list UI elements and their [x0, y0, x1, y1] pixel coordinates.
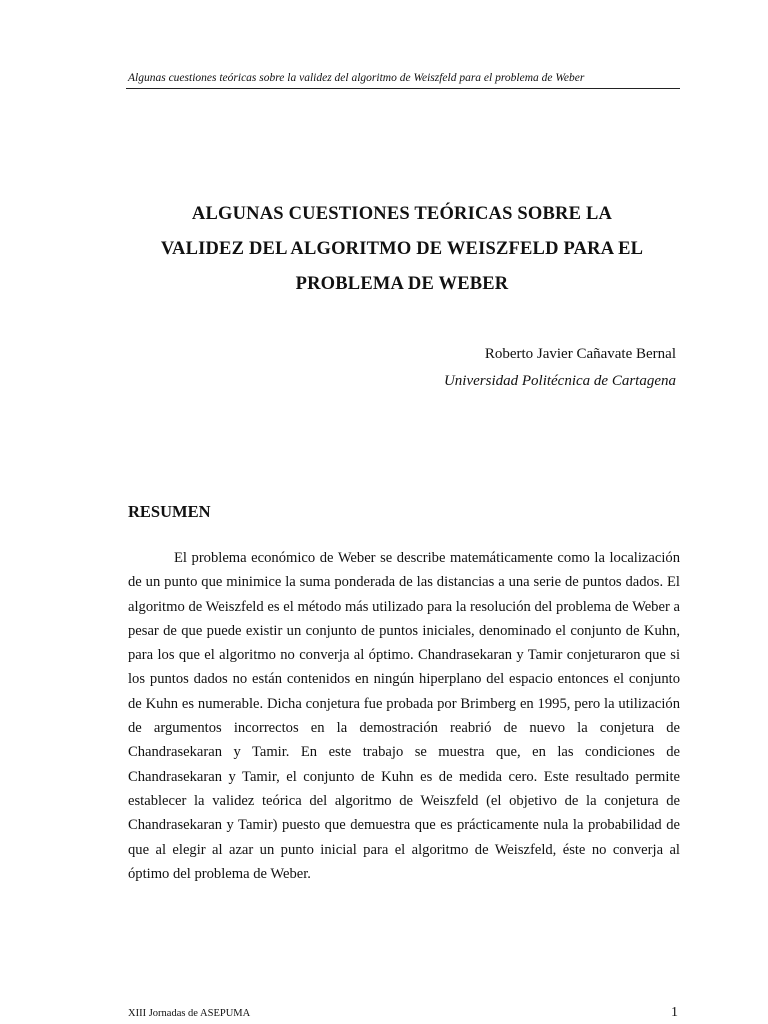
title-line-3: PROBLEMA DE WEBER: [295, 274, 509, 294]
running-header: Algunas cuestiones teóricas sobre la validez del algoritmo de Weiszfeld para el problema de Weber: [128, 72, 585, 84]
footer-conference: XIII Jornadas de ASEPUMA: [128, 1008, 251, 1019]
abstract-heading: RESUMEN: [128, 502, 211, 521]
abstract-body: El problema económico de Weber se describe matemáticamente como la localización de un punto que minimice la suma ponderada de las distancias a una serie de puntos dados. El algoritmo de Weiszfeld es el método más utilizado para la resolución del problema de Weber a pesar de que puede existir un conjunto de puntos iniciales, denominado el conjunto de Kuhn, para los que el algoritmo no converja al óptimo. Chandrasekaran y Tamir conjeturaron que si los puntos dados no están contenidos en ningún hiperplano del espacio entonces el conjunto de Kuhn es numerable. Dicha conjetura fue probada por Brimberg en 1995, pero la utilización de argumentos incorrectos en la demostración reabrió de nuevo la conjetura de Chandrasekaran y Tamir. En este trabajo se muestra que, en las condiciones de Chandrasekaran y Tamir, el conjunto de Kuhn es de medida cero. Este resultado permite establecer la validez teórica del algoritmo de Weiszfeld (el objetivo de la conjetura de Chandrasekaran y Tamir) puesto que demuestra que es prácticamente nula la probabilidad de que al elegir al azar un punto inicial para el algoritmo de Weiszfeld, éste no converja al óptimo del problema de Weber.: [128, 550, 680, 882]
author-name: Roberto Javier Cañavate Bernal: [484, 346, 676, 362]
author-affiliation: Universidad Politécnica de Cartagena: [443, 373, 676, 389]
title-line-2: VALIDEZ DEL ALGORITMO DE WEISZFELD PARA EL: [160, 239, 644, 259]
paper-title: [120, 197, 684, 302]
header-rule: [126, 88, 680, 89]
page-number: 1: [671, 1005, 678, 1020]
title-line-1: ALGUNAS CUESTIONES TEÓRICAS SOBRE LA: [191, 204, 613, 224]
